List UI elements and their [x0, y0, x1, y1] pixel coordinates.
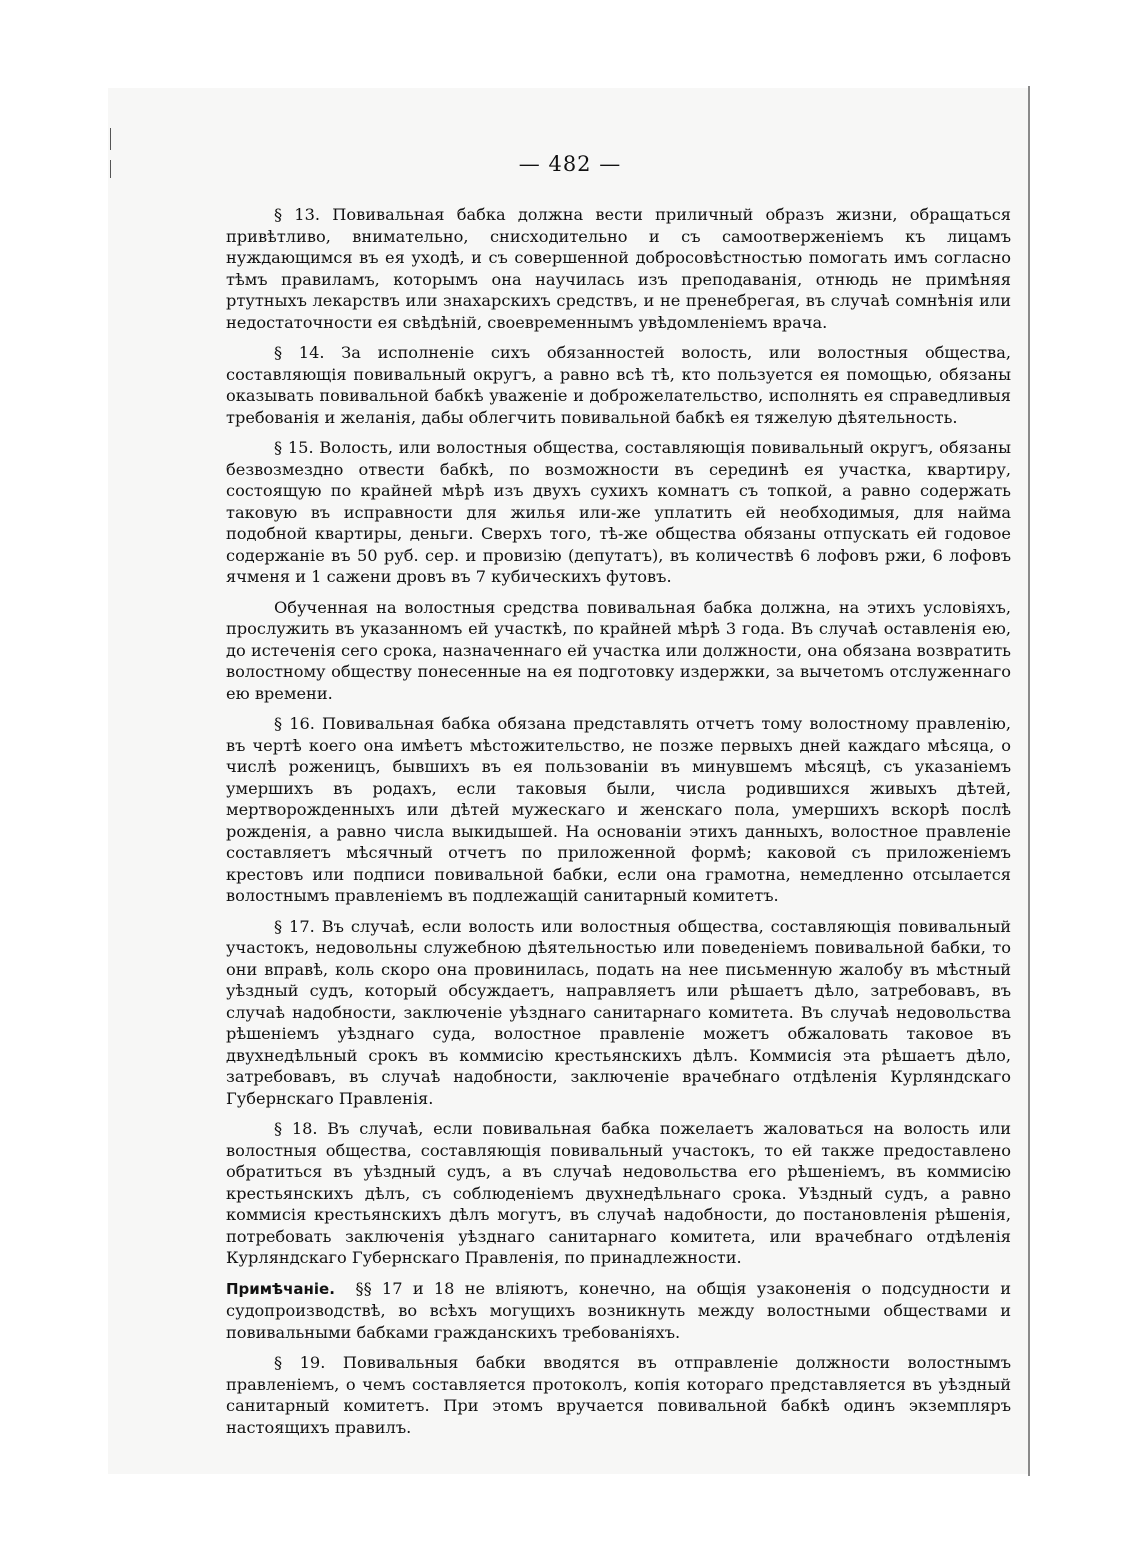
- paragraph-13: § 13. Повивальная бабка должна вести приличный образъ жизни, обращаться привѣтливо, внимательно, снисходительно и съ самоотверженіемъ къ лицамъ нуждающимся въ ея уходѣ, и съ совершенной добросовѣстностью помогать имъ согласно тѣмъ правиламъ, которымъ она научилась изъ преподаванія, отнюдь не примѣняя ртутныхъ лекарствъ или знахарскихъ средствъ, и не пренебрегая, въ случаѣ сомнѣнія или недостаточности ея свѣдѣній, своевременнымъ увѣдомленіемъ врача.: [226, 205, 1011, 332]
- note-text: §§ 17 и 18 не вліяютъ, конечно, на общія узаконенія о подсудности и судопроизводствѣ, во всѣхъ могущихъ возникнуть между волостными обществами и повивальными бабками гражданскихъ требованіяхъ.: [226, 1278, 1011, 1342]
- page-number: — 482 —: [518, 152, 622, 176]
- page-edge-line: [1028, 86, 1030, 1476]
- paragraph-19: § 19. Повивальныя бабки вводятся въ отправленіе должности волостнымъ правленіемъ, о чемъ составляется протоколъ, копія котораго представляется въ уѣздный санитарный комитетъ. При этомъ вручается повивальной бабкѣ одинъ экземпляръ настоящихъ правилъ.: [226, 1353, 1011, 1437]
- paragraph-18: § 18. Въ случаѣ, если повивальная бабка пожелаетъ жаловаться на волость или волостныя общества, составляющія повивальный участокъ, то ей также предоставлено обратиться въ уѣздный судъ, а въ случаѣ недовольства его рѣшеніемъ, въ коммисію крестьянскихъ дѣлъ, съ соблюденіемъ двухнедѣльнаго срока. Уѣздный судъ, а равно коммисія крестьянскихъ дѣлъ могутъ, въ случаѣ надобности, до постановленія рѣшенія, потребовать заключенія уѣзднаго санитарнаго комитета, или врачебнаго отдѣленія Курляндскаго Губернскаго Правленія, по принадлежности.: [226, 1119, 1011, 1267]
- paragraph-16: § 16. Повивальная бабка обязана представлять отчетъ тому волостному правленію, въ чертѣ коего она имѣетъ мѣстожительство, не позже первыхъ дней каждаго мѣсяца, о числѣ роженицъ, бывшихъ въ ея пользованіи въ минувшемъ мѣсяцѣ, съ указаніемъ умершихъ въ родахъ, если таковыя были, числа родившихся живыхъ дѣтей, мертворожденныхъ или дѣтей мужескаго и женскаго пола, умершихъ вскорѣ послѣ рожденія, а равно числа выкидышей. На основаніи этихъ данныхъ, волостное правленіе составляетъ мѣсячный отчетъ по приложенной формѣ; каковой съ приложеніемъ крестовъ или подписи повивальной бабки, если она грамотна, немедленно отсылается волостнымъ правленіемъ въ подлежащій санитарный комитетъ.: [226, 714, 1011, 905]
- paragraph-17: § 17. Въ случаѣ, если волость или волостныя общества, составляющія повивальный участокъ, недовольны служебною дѣятельностью или поведеніемъ повивальной бабки, то они вправѣ, коль скоро она провинилась, подать на нее письменную жалобу въ мѣстный уѣздный судъ, который обсуждаетъ, направляетъ или рѣшаетъ дѣло, затребовавъ, въ случаѣ надобности, заключеніе уѣзднаго санитарнаго комитета. Въ случаѣ недовольства рѣшеніемъ уѣзднаго суда, волостное правленіе можетъ обжаловать таковое въ двухнедѣльный срокъ въ коммисію крестьянскихъ дѣлъ. Коммисія эта рѣшаетъ дѣло, затребовавъ, въ случаѣ надобности, заключеніе врачебнаго отдѣленія Курляндскаго Губернскаго Правленія.: [226, 916, 1011, 1108]
- paragraph-14: § 14. За исполненіе сихъ обязанностей волость, или волостныя общества, составляющія повивальный округъ, а равно всѣ тѣ, кто пользуется ея помощью, обязаны оказывать повивальной бабкѣ уваженіе и доброжелательство, исполнять ея справедливыя требованія и желанія, дабы облегчить повивальной бабкѣ ея тяжелую дѣятельность.: [226, 343, 1011, 427]
- paragraph-15: § 15. Волость, или волостныя общества, составляющія повивальный округъ, обязаны безвозмездно отвести бабкѣ, по возможности въ серединѣ ея участка, квартиру, состоящую по крайней мѣрѣ изъ двухъ сухихъ комнатъ съ топкой, а равно содержать таковую въ исправности для жилья или-же уплатить ей необходимыя, для найма подобной квартиры, деньги. Сверхъ того, тѣ-же общества обязаны отпускать ей годовое содержаніе въ 50 руб. сер. и провизію (депутатъ), въ количествѣ 6 лофовъ ржи, 6 лофовъ ячменя и 1 сажени дровъ въ 7 кубическихъ футовъ.: [226, 438, 1011, 586]
- scan-mark: [110, 128, 111, 150]
- paragraph-15-continuation: Обученная на волостныя средства повивальная бабка должна, на этихъ условіяхъ, прослужить въ указанномъ ей участкѣ, по крайней мѣрѣ 3 года. Въ случаѣ оставленія ею, до истеченія сего срока, назначеннаго ей участка или должности, она обязана возвратить волостному обществу понесенные на ея подготовку издержки, за вычетомъ отслуженнаго ею времени.: [226, 597, 1011, 703]
- document-body: [226, 204, 1011, 1447]
- note-label: Примѣчаніе.: [226, 1279, 335, 1298]
- note-paragraph: [226, 1278, 1011, 1344]
